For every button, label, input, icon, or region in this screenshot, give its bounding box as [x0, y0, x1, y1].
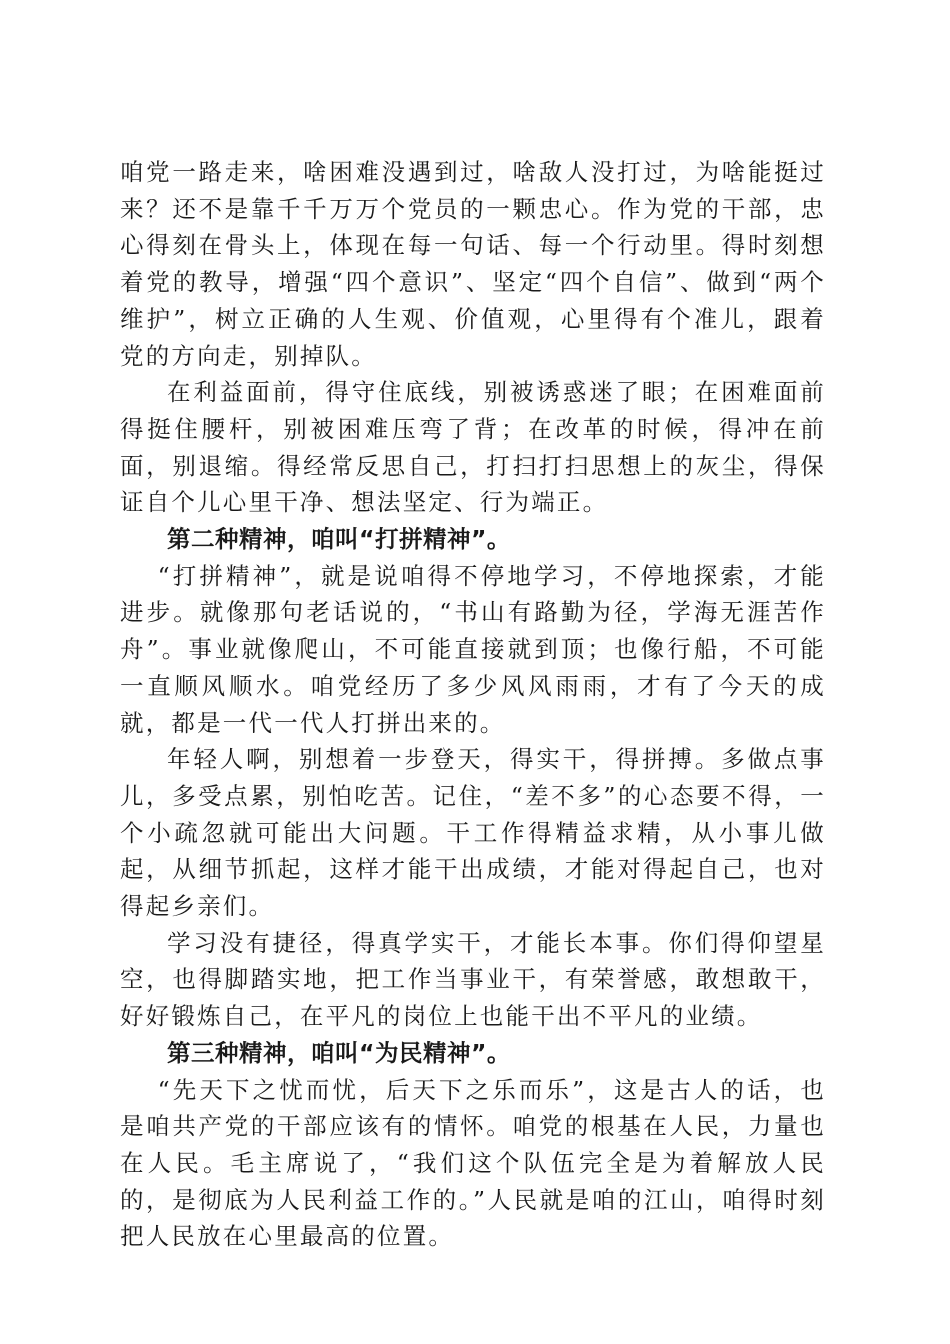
paragraph-people-definition: “先天下之忧而忧，后天下之乐而乐”，这是古人的话，也是咱共产党的干部应该有的情怀。咱党的根基在人民，力量也在人民。毛主席说了，“我们这个队伍完全是为着解放人民的，是彻底为人民利益工作的。”人民就是咱的江山，咱得时刻把人民放在心里最高的位置。 [120, 1075, 826, 1251]
section-heading-striving-spirit: 第二种精神，咱叫“打拼精神”。 [167, 525, 511, 554]
paragraph-integrity: 在利益面前，得守住底线，别被诱惑迷了眼；在困难面前得挺住腰杆，别被困难压弯了背；在改革的时候，得冲在前面，别退缩。得经常反思自己，打扫打扫思想上的灰尘，得保证自个儿心里干净、想法坚定、行为端正。 [120, 378, 826, 517]
paragraph-striving-definition: “打拼精神”，就是说咱得不停地学习，不停地探索，才能进步。就像那句老话说的，“书山有路勤为径，学海无涯苦作舟”。事业就像爬山，不可能直接就到顶；也像行船，不可能一直顺风顺水。咱党经历了多少风风雨雨，才有了今天的成就，都是一代一代人打拼出来的。 [120, 561, 826, 737]
document-body [120, 154, 826, 1255]
paragraph-loyalty-continued: 咱党一路走来，啥困难没遇到过，啥敌人没打过，为啥能挺过来？还不是靠千千万万个党员的一颗忠心。作为党的干部，忠心得刻在骨头上，体现在每一句话、每一个行动里。得时刻想着党的教导，增强“四个意识”、坚定“四个自信”、做到“两个维护”，树立正确的人生观、价值观，心里得有个准儿，跟着党的方向走，别掉队。 [120, 158, 826, 370]
section-heading-people-spirit: 第三种精神，咱叫“为民精神”。 [167, 1038, 511, 1067]
paragraph-young-people: 年轻人啊，别想着一步登天，得实干，得拼搏。多做点事儿，多受点累，别怕吃苦。记住，“差不多”的心态要不得，一个小疏忽就可能出大问题。干工作得精益求精，从小事儿做起，从细节抓起，这样才能干出成绩，才能对得起自己，也对得起乡亲们。 [120, 745, 826, 921]
paragraph-learning: 学习没有捷径，得真学实干，才能长本事。你们得仰望星空，也得脚踏实地，把工作当事业干，有荣誉感，敢想敢干，好好锻炼自己，在平凡的岗位上也能干出不平凡的业绩。 [120, 928, 826, 1031]
